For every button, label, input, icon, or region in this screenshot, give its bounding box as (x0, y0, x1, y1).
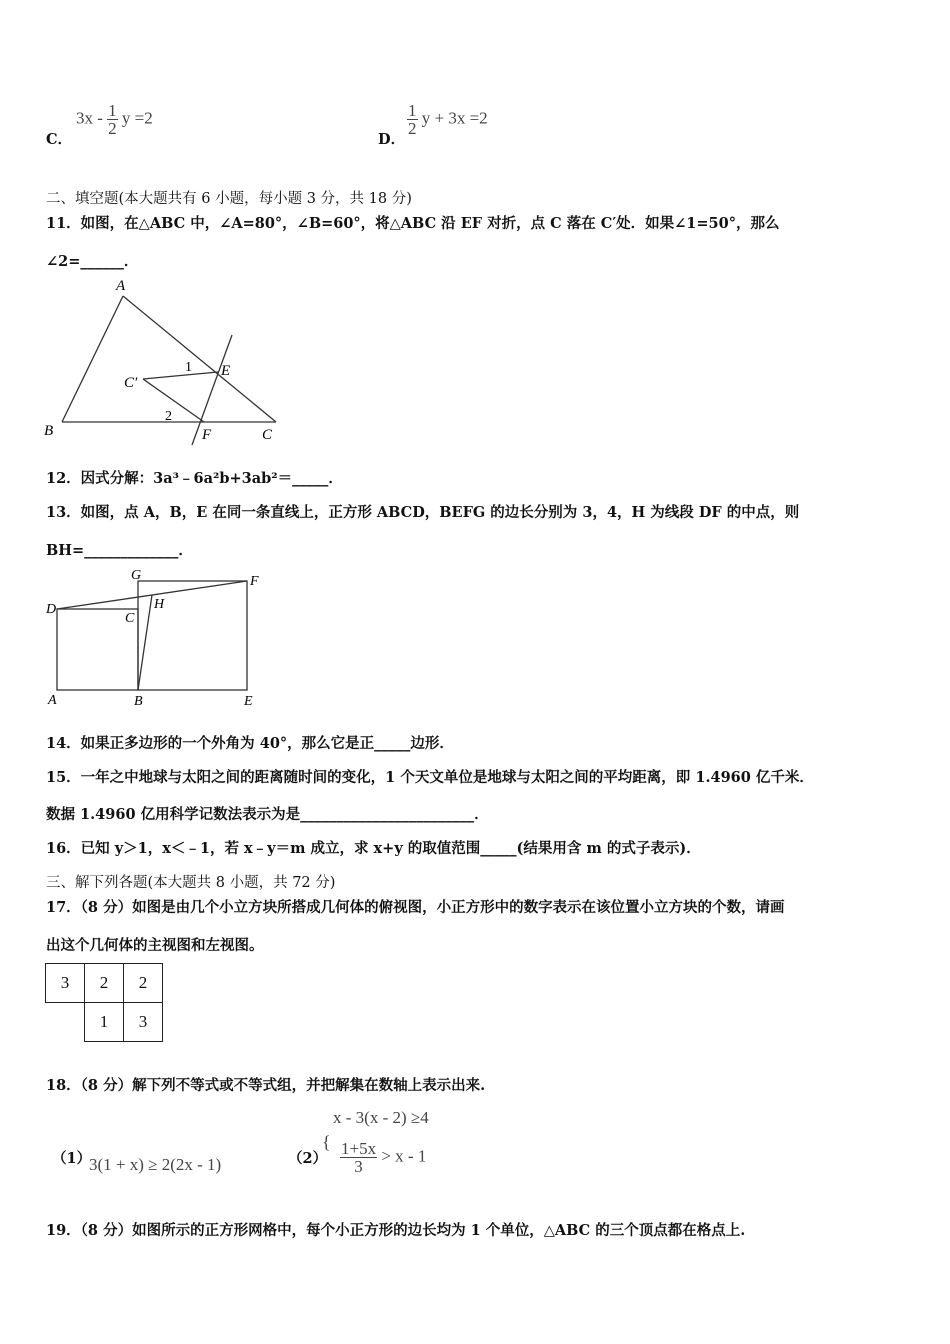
option-d-den: 2 (408, 119, 417, 138)
option-c-label: C． (46, 131, 73, 148)
q18-part2-brace: { (322, 1132, 331, 1152)
q15-line2: 数据 1.4960 亿用科学记数法表示为是________________________． (46, 806, 489, 823)
q13-label-g: G (131, 568, 142, 583)
q13-label-d: D (46, 602, 57, 617)
q13-label-f: F (250, 574, 259, 589)
q18-part2-fraction (340, 1140, 377, 1175)
q11-fold-line (192, 335, 232, 445)
q11-label-a: A (116, 278, 126, 294)
q11-line1: 11．如图，在△ABC 中，∠A=80°，∠B=60°，将△ABC 沿 EF 对折，点 C 落在 C′处．如果∠1=50°，那么 (46, 215, 780, 232)
q13-segment-bh (138, 595, 152, 690)
option-d-fraction (407, 102, 418, 137)
grid-cell-r2c2: 1 (84, 1002, 124, 1042)
q13-label-a: A (48, 693, 57, 708)
q13-label-b: B (134, 694, 143, 709)
grid-cell-r1c2: 2 (84, 963, 124, 1003)
option-c-den: 2 (108, 119, 117, 138)
q18-text: 18．（8 分）解下列不等式或不等式组，并把解集在数轴上表示出来. (46, 1077, 486, 1094)
option-d-num: 1 (408, 101, 417, 120)
option-c-formula (76, 102, 153, 137)
q11-side-ac (123, 296, 276, 422)
q11-figure (40, 275, 290, 450)
q14-text: 14．如果正多边形的一个外角为 40°，那么它是正_____边形． (46, 735, 454, 752)
option-d-label: D． (378, 131, 406, 148)
q18-part2-den: 3 (354, 1157, 363, 1176)
q18-part2-rest: > x - 1 (381, 1146, 427, 1166)
q18-part2-line2 (340, 1140, 426, 1175)
q11-label-b: B (44, 423, 54, 439)
q17-line2: 出这个几何体的主视图和左视图。 (46, 937, 264, 954)
q11-angle-1: 1 (185, 360, 192, 375)
q19-text: 19．（8 分）如图所示的正方形网格中，每个小正方形的边长均为 1 个单位，△ABC 的三个顶点都在格点上. (46, 1222, 746, 1239)
q11-label-c: C (262, 427, 273, 443)
q13-line2: BH=_____________． (46, 542, 193, 559)
q11-line2: ∠2=______． (46, 253, 139, 270)
section2-title: 二、填空题(本大题共有 6 小题，每小题 3 分，共 18 分) (46, 191, 412, 207)
q18-part2-line1: x - 3(x - 2) ≥4 (333, 1108, 429, 1127)
q13-label-h: H (154, 597, 165, 612)
q16-text: 16．已知 y＞1，x＜﹣1，若 x﹣y＝m 成立，求 x+y 的取值范围_____(结果用含 m 的式子表示)． (46, 840, 701, 857)
option-c-fraction (107, 102, 118, 137)
q11-segment-ce (143, 372, 218, 379)
q11-label-e: E (221, 363, 231, 379)
q11-angle-2: 2 (165, 409, 172, 424)
q18-part2-num: 1+5x (341, 1139, 377, 1158)
option-c-num: 1 (108, 101, 117, 120)
grid-cell-r2c3: 3 (123, 1002, 163, 1042)
q18-part1-expression: 3(1 + x) ≥ 2(2x - 1) (89, 1155, 222, 1174)
q17-top-view-grid (45, 963, 166, 1042)
q17-line1: 17．（8 分）如图是由几个小立方块所搭成几何体的俯视图，小正方形中的数字表示在该位置小立方块的个数，请画 (46, 899, 785, 916)
option-d-rhs: y + 3x =2 (421, 108, 488, 128)
section3-title: 三、解下列各题(本大题共 8 小题，共 72 分) (46, 875, 336, 891)
q11-side-ab (62, 296, 123, 422)
q13-label-e: E (244, 694, 253, 709)
q13-label-c: C (125, 611, 135, 626)
q15-line1: 15．一年之中地球与太阳之间的距离随时间的变化，1 个天文单位是地球与太阳之间的平均距离，即 1.4960 亿千米． (46, 769, 814, 786)
q11-label-f: F (202, 427, 212, 443)
q18-part1-label: （1） (52, 1150, 92, 1167)
option-c-lhs: 3x - (76, 108, 103, 128)
q18-part2-label: （2） (288, 1150, 328, 1167)
option-c-rhs: y =2 (121, 108, 153, 128)
q13-figure (40, 565, 270, 710)
q11-segment-cf (143, 379, 204, 422)
grid-cell-r1c3: 2 (123, 963, 163, 1003)
grid-cell-r1c1: 3 (45, 963, 85, 1003)
q11-label-c-prime: C′ (124, 375, 138, 391)
q12-text: 12．因式分解：3a³﹣6a²b+3ab²＝_____． (46, 470, 343, 487)
option-d-formula (407, 102, 488, 137)
q13-line1: 13．如图，点 A，B，E 在同一条直线上，正方形 ABCD，BEFG 的边长分别为 3，4，H 为线段 DF 的中点，则 (46, 504, 800, 521)
